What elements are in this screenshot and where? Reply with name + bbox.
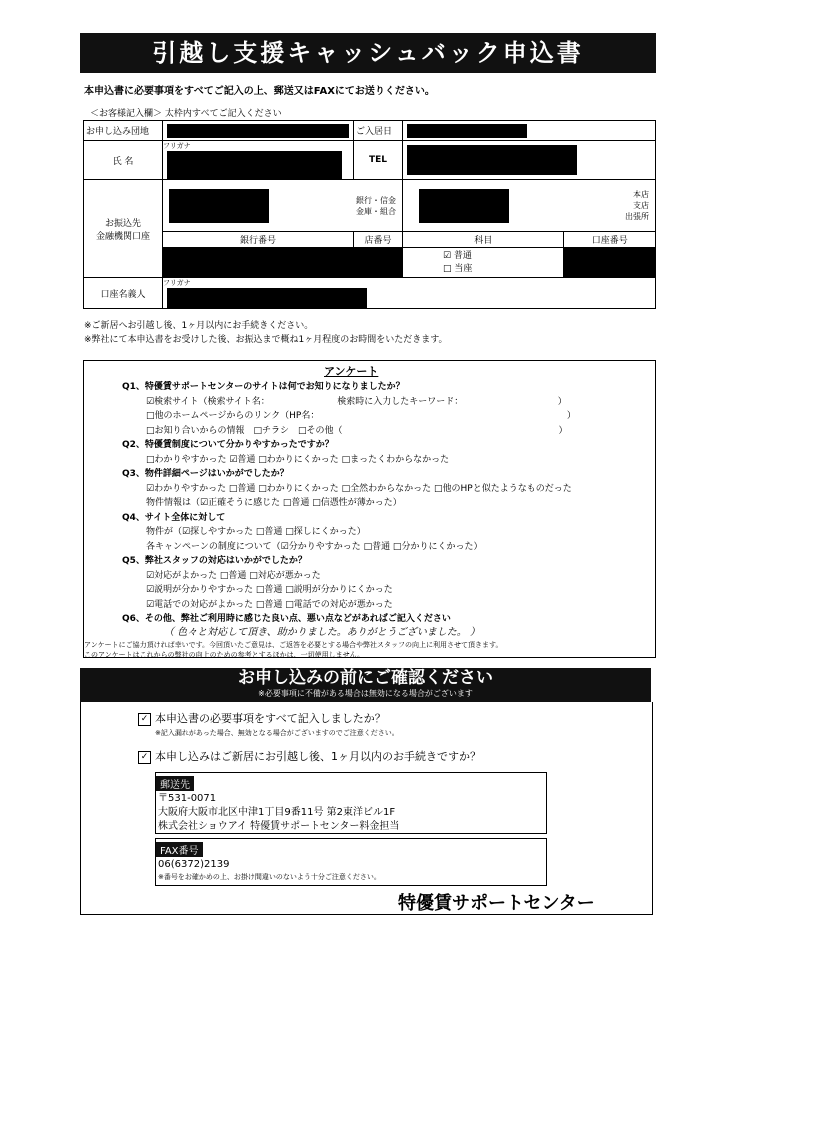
confirm-title: お申し込みの前にご確認ください [238, 668, 493, 688]
bank-label: お振込先 金融機関口座 [84, 180, 163, 278]
branch-code-field[interactable] [354, 248, 403, 278]
branch-name-field[interactable] [403, 180, 656, 232]
fax-number: 06(6372)2139 [158, 859, 230, 870]
confirm-item-1-note: ※記入漏れがあった場合、無効となる場合がございますのでご注意ください。 [155, 729, 399, 737]
survey-handwritten-answer: （ 色々と対応して頂き、助かりました。ありがとうございました。 ） [164, 627, 480, 638]
survey-title: アンケート [324, 365, 379, 378]
branch-type-label: 本店 支店 出張所 [625, 190, 649, 221]
tel-field[interactable] [403, 141, 656, 180]
note-2: ※弊社にて本申込書をお受けした後、お振込まで概ね1ヶ月程度のお時間をいただきます。 [84, 335, 448, 345]
survey-option-line[interactable]: 物件が（☑探しやすかった □普通 □探しにくかった） [146, 527, 366, 537]
survey-option-line[interactable]: □お知り合いからの情報 □チラシ □その他（ ） [146, 425, 568, 436]
tel-label: TEL [354, 141, 403, 180]
confirm-item-2 [138, 748, 481, 764]
confirm-checkbox-1[interactable]: ✓ [138, 713, 151, 726]
application-form [83, 120, 656, 309]
holder-field[interactable] [163, 278, 656, 309]
fax-label: FAX番号 [156, 842, 203, 857]
organization-name: 特優賃サポートセンター [398, 893, 595, 914]
survey-question: Q5、弊社スタッフの対応はいかがでしたか？ [122, 556, 307, 566]
instruction-text: 本申込書に必要事項をすべてご記入の上、郵送又はFAXにてお送りください。 [84, 86, 435, 97]
branch-code-label: 店番号 [354, 232, 403, 248]
account-kind-field[interactable] [403, 248, 564, 278]
survey-option-line[interactable]: 物件情報は（☑正確そうに感じた □普通 □信憑性が薄かった） [146, 498, 402, 508]
name-label: 氏 名 [84, 141, 163, 180]
survey-option-line[interactable]: ☑検索サイト（検索サイト名： 検索時に入力したキーワード： ） [146, 396, 567, 407]
survey-option-line[interactable]: ☑対応がよかった □普通 □対応が悪かった [146, 570, 321, 581]
account-kind-label: 科目 [403, 232, 564, 248]
bank-code-field[interactable] [163, 248, 354, 278]
mail-address: 大阪府大阪市北区中津1丁目9番11号 第2東洋ビル1F [158, 807, 396, 818]
confirm-checkbox-2[interactable]: ✓ [138, 751, 151, 764]
bank-code-label: 銀行番号 [163, 232, 354, 248]
mail-address-box [155, 772, 547, 834]
holder-label: 口座名義人 [84, 278, 163, 309]
name-field[interactable] [163, 141, 354, 180]
company-name: 株式会社ショウアイ 特優賃サポートセンター料金担当 [158, 821, 400, 832]
furigana-label: フリガナ [163, 142, 191, 150]
apply-area-label: お申し込み団地 [84, 121, 163, 141]
survey-question: Q2、特優賃制度について分かりやすかったですか？ [122, 440, 334, 450]
survey-box [83, 360, 656, 658]
furigana2-label: フリガナ [163, 279, 191, 287]
move-in-date-field[interactable] [403, 121, 656, 141]
kind-ordinary-checkbox[interactable]: ☑ 普通 [443, 250, 472, 261]
confirm-header [80, 668, 651, 702]
note-1: ※ご新居へお引越し後、1ヶ月以内にお手続きください。 [84, 321, 314, 331]
survey-option-line[interactable]: ☑わかりやすかった □普通 □わかりにくかった □全然わからなかった □他のHPと似たようなものだった [146, 483, 572, 494]
move-in-date-label: ご入居日 [354, 121, 403, 141]
survey-option-line[interactable]: 各キャンペーンの制度について（☑分かりやすかった □普通 □分かりにくかった） [146, 541, 483, 552]
survey-option-line[interactable]: ☑説明が分かりやすかった □普通 □説明が分かりにくかった [146, 585, 393, 595]
survey-question: Q4、サイト全体に対して [122, 512, 226, 523]
survey-option-line[interactable]: □わかりやすかった ☑普通 □わかりにくかった □まったくわからなかった [146, 454, 450, 465]
survey-question: Q3、物件詳細ページはいかがでしたか？ [122, 469, 289, 479]
confirm-item-2-text: 本申し込みはご新居にお引越し後、1ヶ月以内のお手続きですか？ [155, 750, 481, 763]
survey-footnote-1: アンケートにご協力頂ければ幸いです。今回頂いたご意見は、ご返答を必要とする場合や弊社スタッフの向上に利用させて頂きます。 [84, 641, 503, 649]
confirm-subtitle: ※必要事項に不備がある場合は無効になる場合がございます [258, 689, 473, 698]
survey-question: Q6、その他、弊社ご利用時に感じた良い点、悪い点などがあればご記入ください [122, 614, 451, 624]
confirm-item-1 [138, 710, 386, 726]
confirm-item-1-text: 本申込書の必要事項をすべて記入しましたか？ [155, 712, 386, 725]
bank-name-field[interactable] [163, 180, 403, 232]
account-number-label: 口座番号 [564, 232, 656, 248]
survey-question: Q1、特優賃サポートセンターのサイトは何でお知りになりましたか？ [122, 382, 405, 392]
page-title: 引越し支援キャッシュバック申込書 [80, 33, 656, 73]
form-caption: ＜お客様記入欄＞ 太枠内すべてご記入ください [90, 109, 282, 119]
postal-code: 〒531-0071 [158, 793, 217, 804]
fax-box [155, 838, 547, 886]
fax-note: ※番号をお確かめの上、お掛け間違いのないよう十分ご注意ください。 [158, 873, 381, 881]
apply-area-field[interactable] [163, 121, 354, 141]
bank-type-label: 銀行・信金 金庫・組合 [356, 195, 396, 216]
survey-option-line[interactable]: ☑電話での対応がよかった □普通 □電話での対応が悪かった [146, 599, 393, 610]
account-number-field[interactable] [564, 248, 656, 278]
kind-current-checkbox[interactable]: □ 当座 [443, 263, 473, 274]
survey-option-line[interactable]: □他のホームページからのリンク（HP名： ） [146, 411, 576, 421]
survey-footnote-2: このアンケートはこれからの弊社の向上のための参考とするほかは、一切使用しません。 [84, 651, 364, 659]
mail-label: 郵送先 [156, 776, 194, 791]
